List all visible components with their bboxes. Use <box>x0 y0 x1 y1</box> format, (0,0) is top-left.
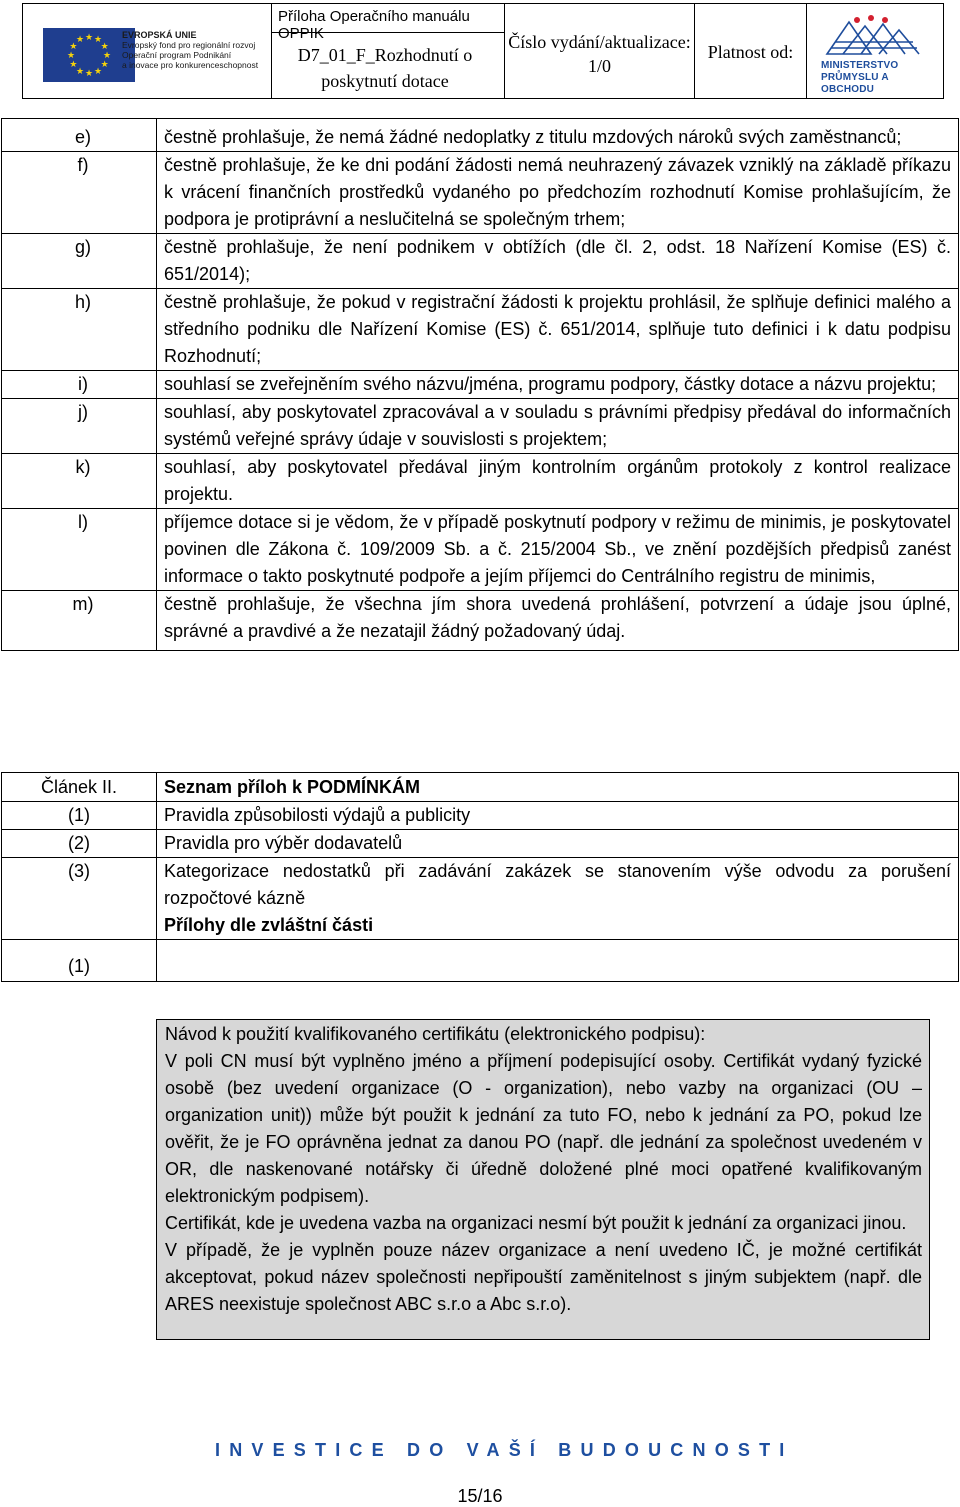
annex-item-label: (1) <box>2 802 157 830</box>
item-text: souhlasí, aby poskytovatel zpracovával a v souladu s právními předpisy předával do informačních systémů veřejné správy údaje v souvislosti s projektem; <box>157 399 959 454</box>
eu-logo-line: EVROPSKÁ UNIE <box>122 30 197 40</box>
footer-slogan: INVESTICE DO VAŠÍ BUDOUCNOSTI <box>215 1440 794 1460</box>
item-text: čestně prohlašuje, že nemá žádné nedoplatky z titulu mzdových nároků svých zaměstnanců; <box>157 119 959 152</box>
document-header <box>22 3 944 99</box>
table-row <box>2 940 959 982</box>
item-text: čestně prohlašuje, že není podnikem v obtížích (dle čl. 2, odst. 18 Nařízení Komise (ES) č. 651/2014); <box>157 234 959 289</box>
eu-star-icon: ★ <box>69 41 78 51</box>
eu-star-icon: ★ <box>67 50 76 60</box>
item-label: h) <box>74 292 91 312</box>
table-row <box>2 591 959 651</box>
eu-logo-line: Operační program Podnikání <box>122 50 232 60</box>
table-row <box>2 830 959 858</box>
eu-star-icon: ★ <box>100 59 109 69</box>
table-row <box>2 119 959 152</box>
table-row <box>2 858 959 940</box>
annex-item-label: (3) <box>2 858 157 940</box>
eu-logo-cell <box>23 4 272 98</box>
eu-star-icon: ★ <box>69 59 78 69</box>
eu-star-icon: ★ <box>85 32 94 42</box>
item-label: g) <box>74 237 91 257</box>
signature-instructions-box <box>156 1019 930 1340</box>
item-label: j) <box>78 402 88 422</box>
doc-name: D7_01_F_Rozhodnutí o poskytnutí dotace <box>297 45 473 91</box>
item-text: příjemce dotace si je vědom, že v případě poskytnutí podpory v režimu de minimis, je poskytovatel povinen dle Zákona č. 109/2009 Sb. a č. 215/2004 Sb., ve znění pozdějších předpisů zanést informace o takto poskytnuté podpoře a jejím příjemci do Centrálního registru de minimis, <box>157 509 959 591</box>
conditions-table <box>1 118 959 651</box>
table-row <box>2 509 959 591</box>
annex-item-text: Pravidla způsobilosti výdajů a publicity <box>157 802 959 830</box>
item-text: souhlasí se zveřejněním svého názvu/jména, programu podpory, částky dotace a názvu projektu; <box>157 371 959 399</box>
annex-item-label: (2) <box>2 830 157 858</box>
eu-logo-line: Evropský fond pro regionální rozvoj <box>122 40 256 50</box>
special-annex-heading: Přílohy dle zvláštní části <box>164 915 374 935</box>
table-row <box>2 454 959 509</box>
note-title: Návod k použití kvalifikovaného certifikátu (elektronického podpisu): <box>165 1024 706 1044</box>
table-row <box>2 371 959 399</box>
annex-item-text: Pravidla pro výběr dodavatelů <box>157 830 959 858</box>
table-row <box>2 802 959 830</box>
ministry-logo-cell <box>807 4 943 98</box>
item-label: f) <box>77 155 89 175</box>
table-row <box>2 152 959 234</box>
eu-logo-line: a inovace pro konkurenceschopnost <box>122 60 259 70</box>
ministry-logo-icon <box>821 14 933 60</box>
table-row <box>2 234 959 289</box>
ministry-logo-line: MINISTERSTVO <box>821 60 899 71</box>
item-label: k) <box>75 457 91 477</box>
item-text: čestně prohlašuje, že ke dni podání žádosti nemá neuhrazený závazek vzniklý na základě příkazu k vrácení finančních prostředků vydaného po předchozím rozhodnutí Komise prohlašujícím, že podpora je protiprávní a neslučitelná se společným trhem; <box>157 152 959 234</box>
table-row <box>2 289 959 371</box>
eu-star-icon: ★ <box>76 65 85 76</box>
eu-star-icon: ★ <box>94 65 103 76</box>
eu-star-icon: ★ <box>103 50 112 60</box>
doc-title: Příloha Operačního manuálu OPPIK <box>278 8 470 42</box>
valid-from-label: Platnost od: <box>695 4 807 98</box>
table-row <box>2 773 959 802</box>
version-label: Číslo vydání/aktualizace: 1/0 <box>505 4 695 98</box>
annex-heading: Seznam příloh k PODMÍNKÁM <box>157 773 959 802</box>
annex-item-text: Kategorizace nedostatků při zadávání zakázek se stanovením výše odvodu za porušení rozpočtové kázně <box>164 861 951 908</box>
eu-logo-text <box>122 30 282 70</box>
ministry-logo-text <box>821 60 943 96</box>
note-paragraph: Certifikát, kde je uvedena vazba na organizaci nesmí být použit k jednání za organizaci jinou. <box>165 1213 907 1233</box>
item-text: čestně prohlašuje, že pokud v registrační žádosti k projektu prohlásil, že splňuje definici malého a středního podniku dle Nařízení Komise (ES) č. 651/2014, splňuje tuto definici i k datu podpisu Rozhodnutí; <box>157 289 959 371</box>
annex-table <box>1 772 959 982</box>
doc-info-cell <box>272 4 505 98</box>
page-number: 15/16 <box>457 1486 503 1506</box>
note-paragraph: V poli CN musí být vyplněno jméno a příjmení podepisující osoby. Certifikát vydaný fyzické osobě (bez uvedení organizace (O - organization), nebo vazby na organizaci (OU – organization unit)) může být použit k jednání za tuto FO, nebo k jednání za PO, pokud lze ověřit, že je FO oprávněna jednat za danou PO (např. dle jednání za společnost uvedeném v OR, dle naskenované notářsky či úředně doložené plné moci opatřené kvalifikovaným elektronickým podpisem). <box>165 1051 922 1206</box>
item-label: m) <box>72 594 94 614</box>
item-text: čestně prohlašuje, že všechna jím shora uvedená prohlášení, potvrzení a údaje jsou úplné, správné a pravdivé a že nezatajil žádný požadovaný údaj. <box>157 591 959 651</box>
table-row <box>2 399 959 454</box>
item-label: e) <box>74 127 91 147</box>
eu-star-icon: ★ <box>85 68 94 78</box>
eu-star-icon: ★ <box>100 41 109 51</box>
divider <box>272 32 504 33</box>
note-paragraph: V případě, že je vyplněn pouze název organizace a není uvedeno IČ, je možné certifikát akceptovat, pokud název společnosti nepřipouští zaměnitelnost s jiným subjektem (např. dle ARES neexistuje společnost ABC s.r.o a Abc s.r.o). <box>165 1240 922 1314</box>
item-text: souhlasí, aby poskytovatel předával jiným kontrolním orgánům protokoly z kontrol realizace projektu. <box>157 454 959 509</box>
annex-item-label: (1) <box>2 940 157 982</box>
ministry-logo-line: PRŮMYSLU A OBCHODU <box>821 72 889 95</box>
eu-star-icon: ★ <box>76 34 85 45</box>
annex-item-text <box>157 940 959 982</box>
article-label: Článek II. <box>2 773 157 802</box>
eu-star-icon: ★ <box>94 34 103 45</box>
item-label: i) <box>78 374 88 394</box>
item-label: l) <box>78 512 88 532</box>
